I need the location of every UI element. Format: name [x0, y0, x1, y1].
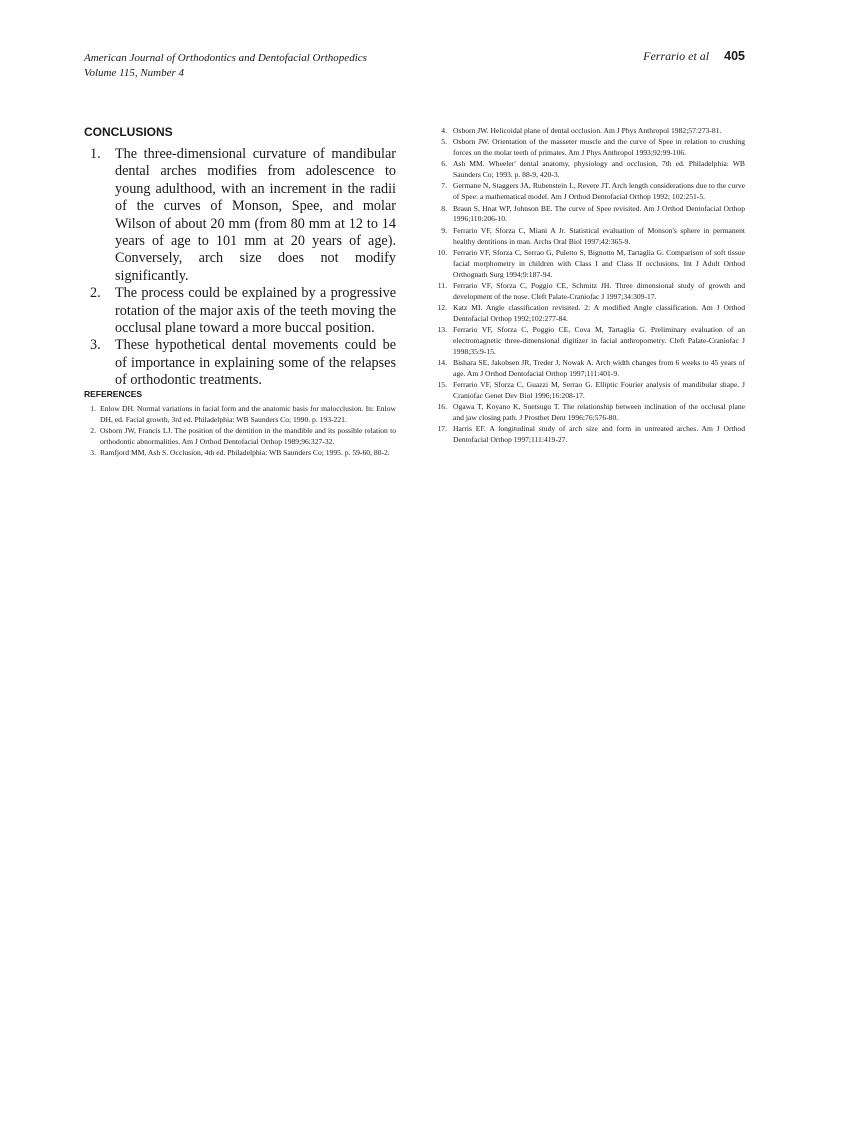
reference-item-number: 5.	[441, 137, 447, 147]
reference-item	[427, 325, 745, 358]
reference-item	[427, 380, 745, 402]
reference-item-text: Osborn JW, Francis LJ. The position of the dentition in the mandible and its possible relation to orthodontic abnormalities. Am J Orthod Dentofacial Orthop 1989;96:327-32.	[100, 425, 396, 446]
reference-item-number: 11.	[437, 280, 447, 290]
reference-item-text: Ash MM. Wheeler' dental anatomy, physiology and occlusion, 7th ed. Philadelphia: WB Saunders Co; 1993. p. 88-9, 420-3.	[453, 159, 745, 180]
reference-item-number: 13.	[437, 324, 447, 334]
reference-item	[427, 181, 745, 203]
reference-item	[427, 402, 745, 424]
running-header-page	[643, 49, 745, 64]
reference-item-text: Ramfjord MM, Ash S. Occlusion, 4th ed. Philadelphia: WB Saunders Co; 1995. p. 59-60, 80-2.	[100, 447, 390, 457]
reference-item	[427, 204, 745, 226]
reference-item	[84, 426, 396, 448]
reference-item	[427, 303, 745, 325]
reference-item-number: 9.	[441, 225, 447, 235]
reference-item-number: 1.	[90, 404, 96, 413]
page-number: 405	[724, 49, 745, 63]
conclusion-item	[84, 146, 396, 285]
reference-item	[427, 137, 745, 159]
journal-volume: Volume 115, Number 4	[84, 67, 185, 79]
conclusion-item	[84, 337, 396, 389]
running-header-journal	[84, 51, 367, 81]
reference-item-number: 10.	[437, 247, 447, 257]
reference-item-text: Enlow DH. Normal variations in facial form and the anatomic basis for malocclusion. In: Enlow DH, ed. Facial growth, 3rd ed. Philadelphia: WB Saunders Co; 1990. p. 193-221.	[100, 404, 396, 424]
reference-item-text: Harris EF. A longitudinal study of arch size and form in untreated arches. Am J Orthod Dentofacial Orthop 1997;111:419-27.	[453, 424, 745, 445]
references-heading: REFERENCES	[84, 389, 143, 399]
journal-title: American Journal of Orthodontics and Dentofacial Orthopedics	[84, 52, 367, 64]
reference-item-number: 14.	[437, 358, 447, 367]
conclusions-heading: CONCLUSIONS	[84, 125, 173, 139]
reference-item-text: Germane N, Staggers JA, Rubenstein L, Revere JT. Arch length considerations due to the curve of Spee: a mathematical model. Am J Orthod Dentofacial Orthop 1992; 102:251-5.	[453, 181, 745, 202]
reference-item-number: 7.	[441, 181, 447, 191]
reference-item-text: Ferrario VF, Sforza C, Serrao G, Puletto S, Bignotto M, Tartaglia G. Comparison of soft tissue facial morphometry in children with Class I and Class II occlusions. Int J Adult Orthod Orthognath Surg 1994;9:187-94.	[453, 247, 745, 279]
reference-item	[84, 448, 396, 459]
running-authors: Ferrario et al	[643, 49, 710, 63]
conclusion-item-text: The three-dimensional curvature of mandibular dental arches modifies from adolescence to young adulthood, with an increment in the radii of the curves of Monson, Spee, and molar Wilson of about 20 mm (from 80 mm at 12 to 14 years of age to 101 mm at 20 years of age). Conversely, arch size does not modify significantly.	[115, 146, 396, 284]
reference-item-text: Ferrario VF, Sforza C, Guazzi M, Serrao G. Elliptic Fourier analysis of mandibular shape. J Craniofac Genet Dev Biol 1996;16:208-17.	[453, 380, 745, 401]
reference-item-number: 16.	[437, 402, 447, 412]
references-list-right	[427, 126, 745, 446]
reference-item-text: Katz MI. Angle classification revisited. 2: A modified Angle classification. Am J Orthod Dentofacial Orthop 1992;102:277-84.	[453, 302, 745, 323]
reference-item	[427, 226, 745, 248]
reference-item-text: Ferrario VF, Sforza C, Poggio CE, Schmitz JH. Three dimensional study of growth and development of the nose. Cleft Palate-Craniofac J 1997;34:309-17.	[453, 280, 745, 301]
conclusion-item-number: 1.	[90, 146, 101, 162]
reference-item-text: Osborn JW. Helicoidal plane of dental occlusion. Am J Phys Anthropol 1982;57:273-81.	[453, 126, 722, 135]
reference-item	[427, 126, 745, 137]
references-list-left	[84, 404, 396, 459]
conclusion-item-number: 3.	[90, 337, 101, 354]
reference-item-number: 8.	[441, 203, 447, 213]
reference-item-number: 3.	[90, 447, 96, 457]
reference-item-text: Ferrario VF, Sforza C, Miani A Jr. Statistical evaluation of Monson's sphere in permanent healthy dentitions in man. Archs Oral Biol 1997;42:365-9.	[453, 225, 745, 246]
reference-item	[427, 248, 745, 281]
conclusion-item	[84, 285, 396, 337]
reference-item	[427, 159, 745, 181]
reference-item	[427, 281, 745, 303]
conclusion-item-text: The process could be explained by a progressive rotation of the major axis of the teeth moving the occlusal plane toward a more buccal position.	[115, 285, 396, 337]
reference-item	[84, 404, 396, 426]
conclusions-list	[84, 146, 396, 390]
reference-item-text: Ogawa T, Koyano K, Suetsugu T. The relationship between inclination of the occlusal plane and jaw closing path. J Prosthet Dent 1996;76:576-80.	[453, 402, 745, 423]
reference-item-number: 2.	[90, 425, 96, 435]
reference-item	[427, 358, 745, 380]
reference-item-number: 12.	[437, 302, 447, 312]
reference-item-number: 17.	[437, 424, 447, 434]
reference-item-text: Bishara SE, Jakobsen JR, Treder J, Nowak A. Arch width changes from 6 weeks to 45 years of age. Am J Orthod Dentofacial Orthop 1997;111:401-9.	[453, 358, 745, 378]
conclusion-item-text: These hypothetical dental movements could be of importance in explaining some of the relapses of orthodontic treatments.	[115, 337, 396, 389]
conclusion-item-number: 2.	[90, 285, 101, 302]
reference-item-number: 6.	[441, 159, 447, 169]
reference-item-text: Osborn JW. Orientation of the masseter muscle and the curve of Spee in relation to crushing forces on the molar teeth of primates. Am J Phys Anthropol 1993;92:99-106.	[453, 137, 745, 158]
reference-item-text: Braun S, Hnat WP, Johnson BE. The curve of Spee revisited. Am J Orthod Dentofacial Orthop 1996;110:206-10.	[453, 203, 745, 224]
reference-item-number: 15.	[437, 380, 447, 390]
reference-item-number: 4.	[441, 126, 447, 135]
reference-item-text: Ferrario VF, Sforza C, Poggio CE, Cova M, Tartaglia G. Preliminary evaluation of an electromagnetic three-dimensional digitizer in facial anthropometry. Cleft Palate-Craniofac J 1998;35:9-15.	[453, 324, 745, 356]
reference-item	[427, 424, 745, 446]
